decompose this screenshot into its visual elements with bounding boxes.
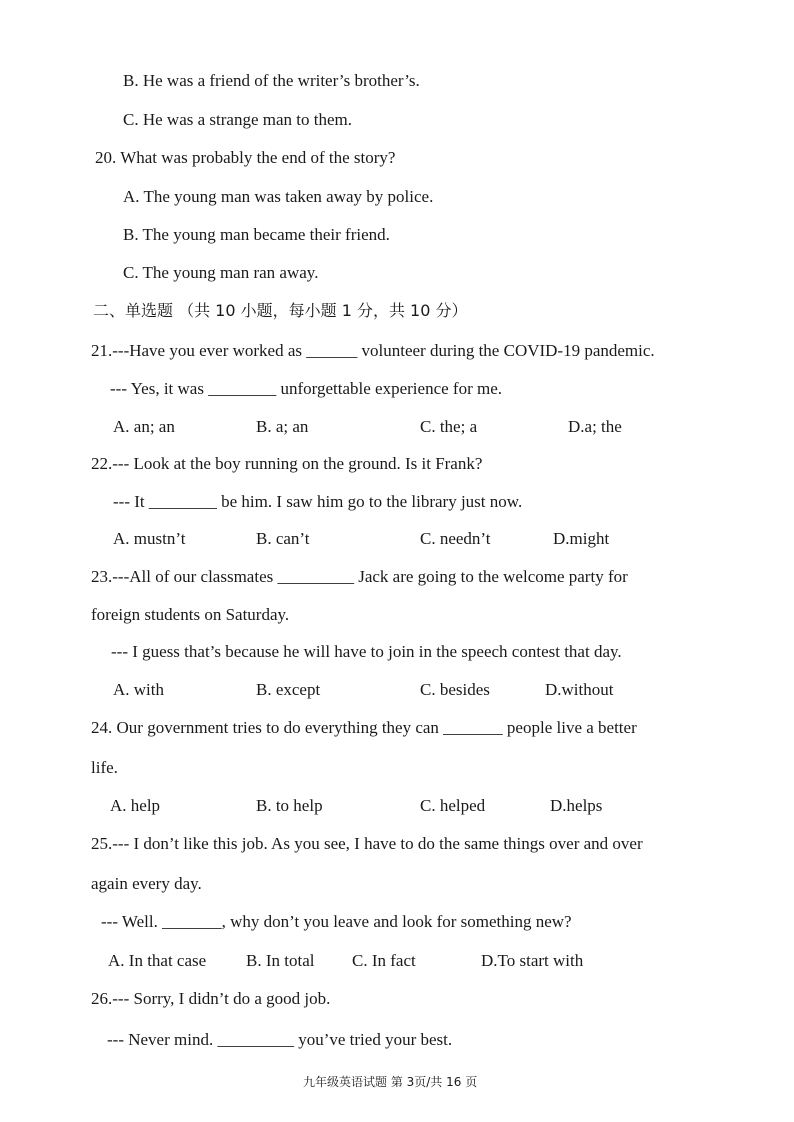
- q21-stem: 21.---Have you ever worked as ______ volunteer during the COVID-19 pandemic.: [91, 341, 655, 360]
- q23-stem: 23.---All of our classmates _________ Jack are going to the welcome party for: [91, 567, 628, 586]
- q23-reply: --- I guess that’s because he will have to join in the speech contest that day.: [111, 642, 622, 661]
- q21-option-a: A. an; an: [113, 417, 175, 436]
- q25-option-b: B. In total: [246, 951, 315, 970]
- q24-option-b: B. to help: [256, 796, 323, 815]
- q22-option-c: C. needn’t: [420, 529, 491, 548]
- q22-option-d: D.might: [553, 529, 610, 548]
- q21-option-c: C. the; a: [420, 417, 478, 436]
- q26-reply: --- Never mind. _________ you’ve tried your best.: [107, 1030, 453, 1049]
- q23-option-a: A. with: [113, 680, 164, 699]
- q23-option-c: C. besides: [420, 680, 490, 699]
- q24-option-c: C. helped: [420, 796, 486, 815]
- q25-reply: --- Well. _______, why don’t you leave and look for something new?: [101, 912, 572, 931]
- q22-option-a: A. mustn’t: [113, 529, 186, 548]
- q21-reply: --- Yes, it was ________ unforgettable experience for me.: [110, 379, 502, 398]
- q25-option-c: C. In fact: [352, 951, 416, 970]
- q20-option-b: B. The young man became their friend.: [123, 225, 390, 244]
- q24-option-a: A. help: [110, 796, 161, 815]
- q19-option-c: C. He was a strange man to them.: [123, 110, 352, 129]
- q26-stem: 26.--- Sorry, I didn’t do a good job.: [91, 989, 331, 1008]
- q23-stem-cont: foreign students on Saturday.: [91, 605, 290, 624]
- q22-reply: --- It ________ be him. I saw him go to the library just now.: [113, 492, 523, 511]
- q24-stem: 24. Our government tries to do everything they can _______ people live a better: [91, 718, 637, 737]
- q24-option-d: D.helps: [550, 796, 603, 815]
- q25-option-a: A. In that case: [108, 951, 207, 970]
- q24-stem-cont: life.: [91, 758, 118, 777]
- q25-stem: 25.--- I don’t like this job. As you see, I have to do the same things over and over: [91, 834, 643, 853]
- q20-option-a: A. The young man was taken away by police.: [123, 187, 434, 206]
- q20-stem: 20. What was probably the end of the story?: [95, 148, 396, 167]
- q23-option-b: B. except: [256, 680, 321, 699]
- q25-stem-cont: again every day.: [91, 874, 202, 893]
- q20-option-c: C. The young man ran away.: [123, 263, 319, 282]
- q23-option-d: D.without: [545, 680, 614, 699]
- page-footer: 九年级英语试题 第 3页/共 16 页: [303, 1075, 478, 1089]
- q19-option-b: B. He was a friend of the writer’s brother’s.: [123, 71, 420, 90]
- q22-stem: 22.--- Look at the boy running on the ground. Is it Frank?: [91, 454, 483, 473]
- q25-option-d: D.To start with: [481, 951, 584, 970]
- q21-option-d: D.a; the: [568, 417, 622, 436]
- q21-option-b: B. a; an: [256, 417, 309, 436]
- section-heading: 二、单选题 （共 10 小题，每小题 1 分，共 10 分）: [93, 301, 468, 320]
- q22-option-b: B. can’t: [256, 529, 310, 548]
